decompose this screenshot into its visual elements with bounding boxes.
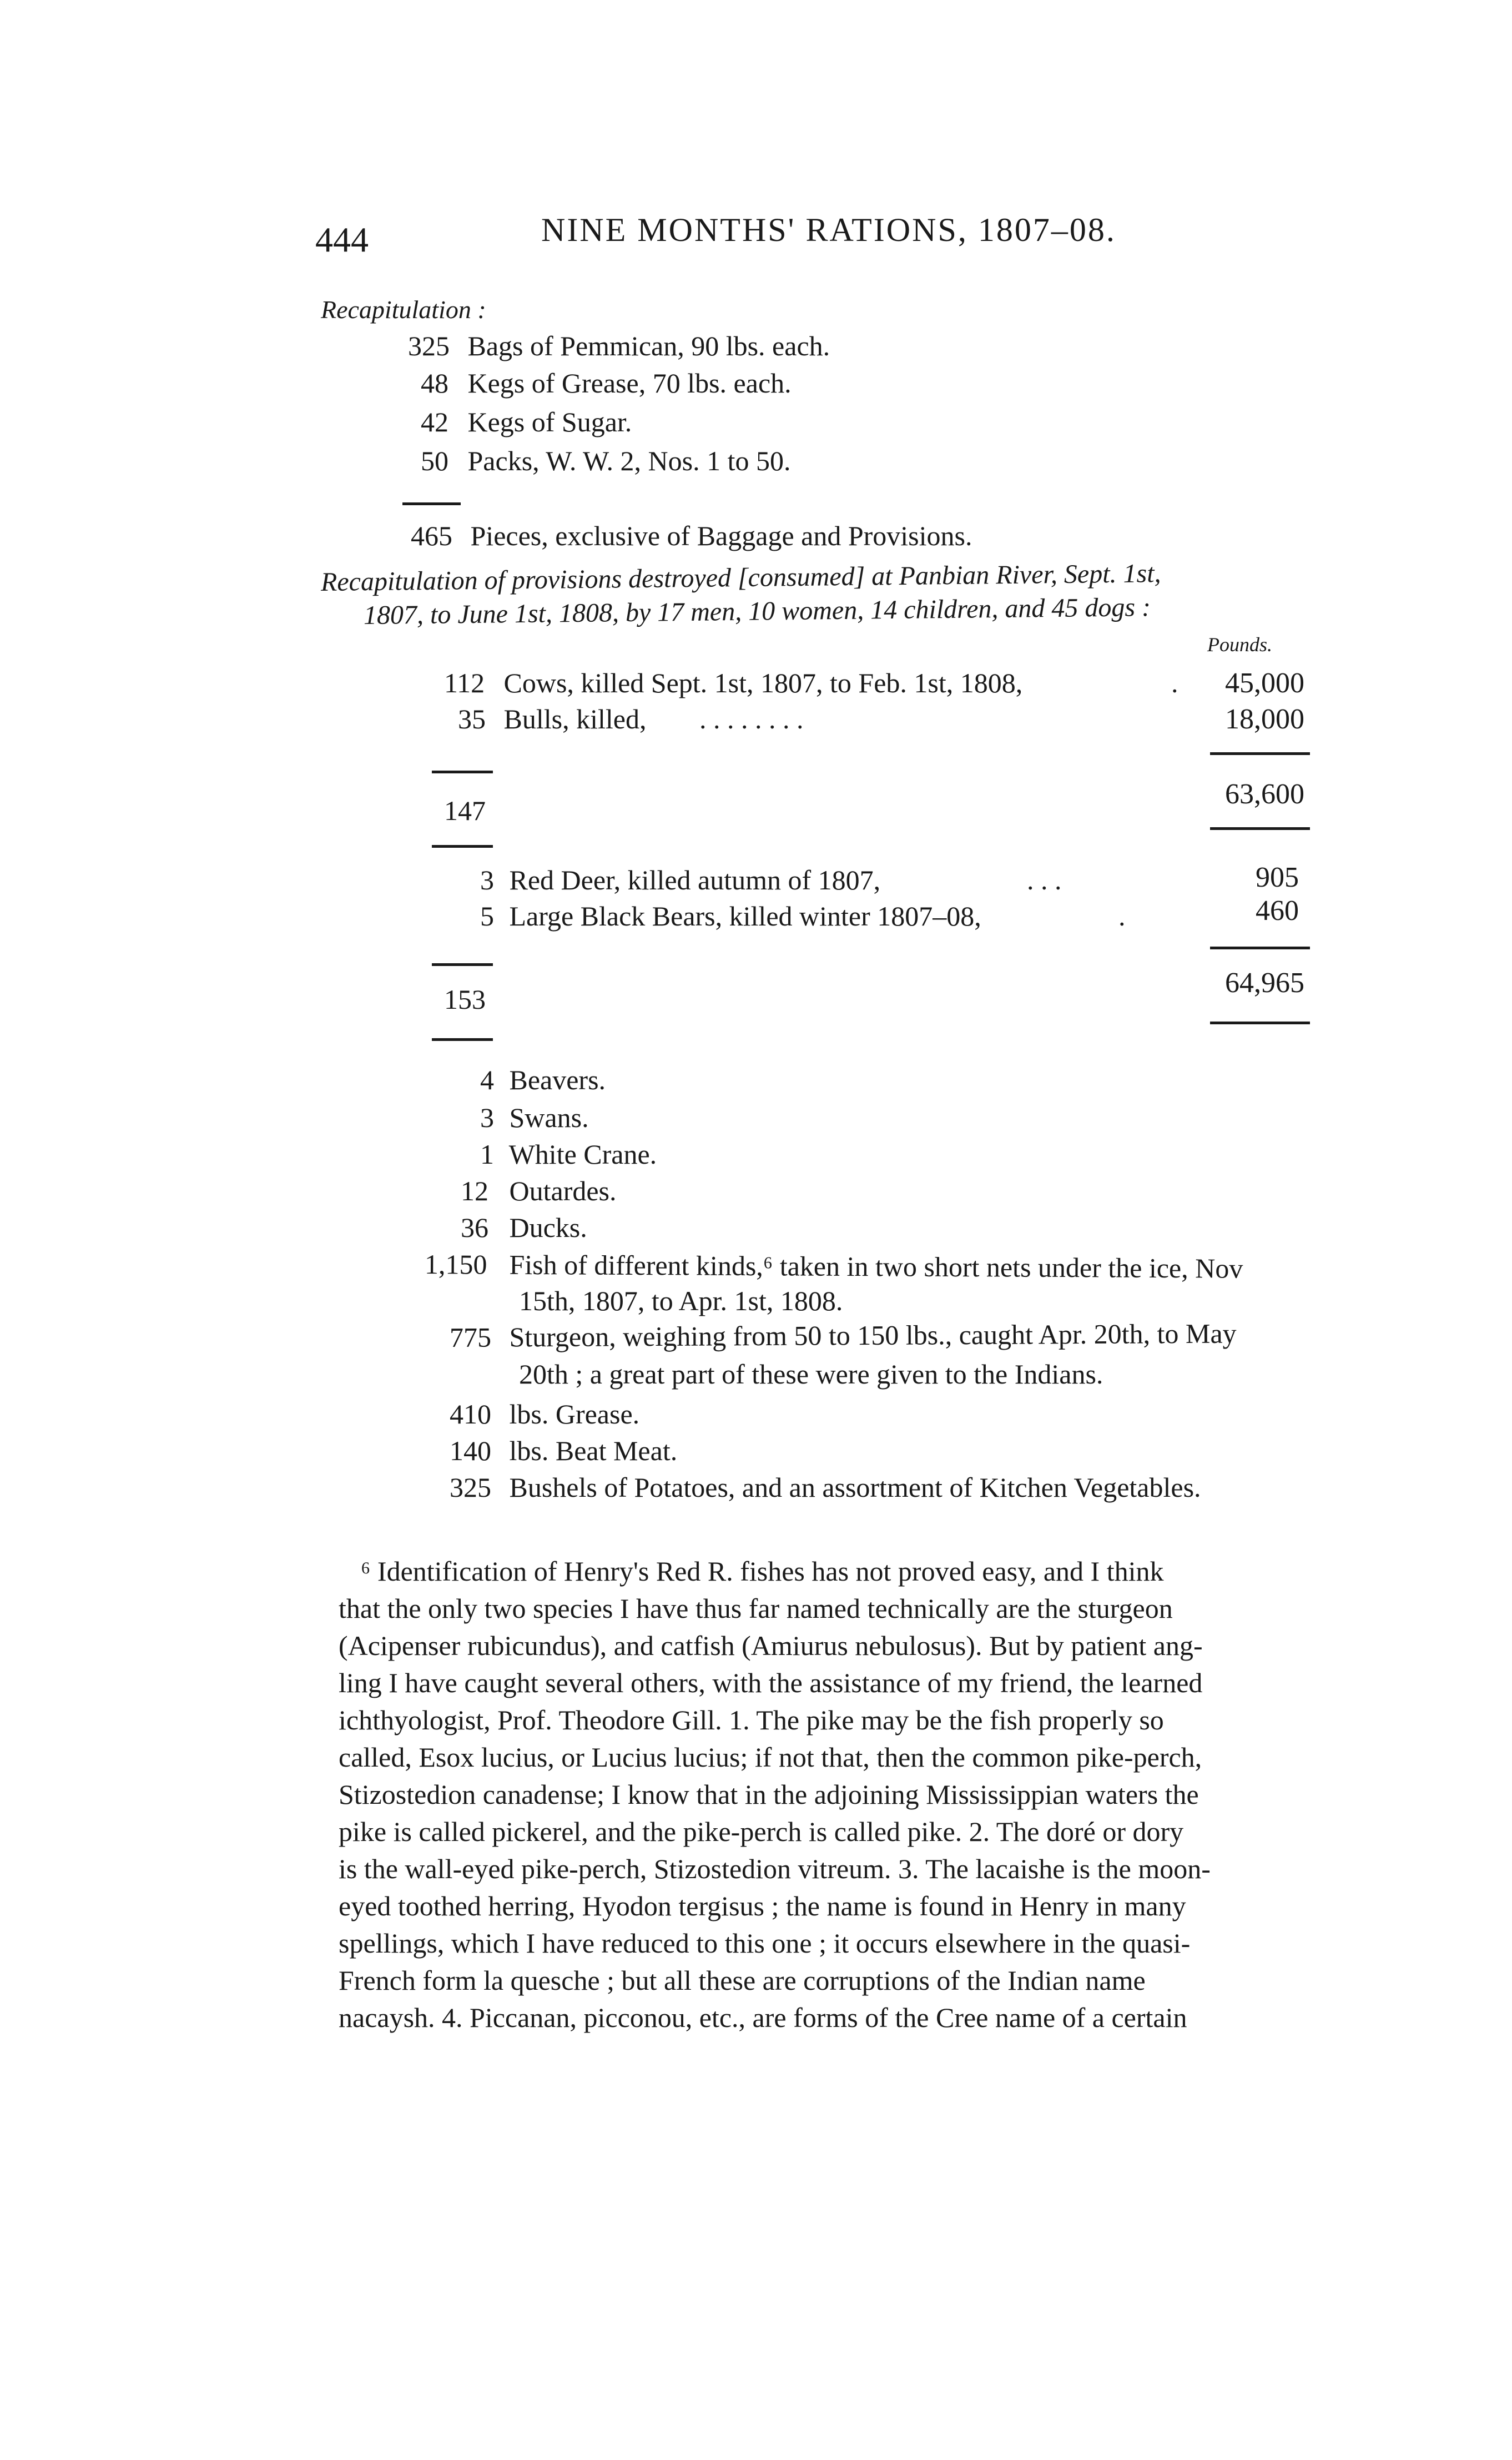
row-qty: 3 <box>480 864 494 896</box>
footnote-line: that the only two species I have thus far named technically are the sturgeon <box>339 1593 1173 1624</box>
qty-rule <box>432 963 493 966</box>
footnote-line: eyed toothed herring, Hyodon tergisus ; the name is found in Henry in many <box>339 1890 1186 1921</box>
qty-rule <box>432 771 493 773</box>
item-text: Bags of Pemmican, 90 lbs. each. <box>467 330 830 361</box>
qty-rule <box>432 845 493 848</box>
row-leader-dots: . . . . . . . . <box>699 703 804 735</box>
list-item <box>480 1140 657 1168</box>
footnote-line: French form la quesche ; but all these are corruptions of the Indian name <box>339 1965 1146 1996</box>
list-item <box>421 369 792 397</box>
item-text: Beavers. <box>509 1064 606 1095</box>
item-qty: 1,150 <box>424 1249 487 1280</box>
row-value: 18,000 <box>1225 703 1304 735</box>
item-qty: 775 <box>449 1321 492 1353</box>
item-text: Outardes. <box>509 1175 617 1206</box>
item-text: Packs, W. W. 2, Nos. 1 to 50. <box>467 445 791 476</box>
row-qty: 112 <box>444 667 485 698</box>
recap-total <box>411 522 972 550</box>
footnote-line: is the wall-eyed pike-perch, Stizostedion vitreum. 3. The lacaishe is the moon- <box>339 1853 1211 1884</box>
table-row <box>444 669 1022 697</box>
list-item <box>408 332 830 360</box>
row-leader-dots: . . . <box>1027 864 1062 896</box>
list-item <box>480 1104 589 1131</box>
item-text: Fish of different kinds,⁶ taken in two short nets under the ice, Nov <box>509 1249 1243 1284</box>
row-qty: 35 <box>458 703 486 735</box>
row-qty: 5 <box>480 901 494 932</box>
item-text: Swans. <box>509 1102 589 1133</box>
footnote-line: spellings, which I have reduced to this one ; it occurs elsewhere in the quasi- <box>339 1928 1191 1959</box>
total-qty: 465 <box>411 520 452 551</box>
item-qty: 50 <box>421 445 448 476</box>
total-text: Pieces, exclusive of Baggage and Provisions. <box>470 520 972 551</box>
running-title: NINE MONTHS' RATIONS, 1807–08. <box>541 212 1116 248</box>
list-item <box>421 408 632 436</box>
item-text: Kegs of Grease, 70 lbs. each. <box>467 368 792 399</box>
item-text: White Crane. <box>508 1139 657 1170</box>
total-rule <box>402 502 461 505</box>
item-text: Ducks. <box>509 1212 587 1243</box>
footnote-line: ⁶ Identification of Henry's Red R. fishes has not proved easy, and I think <box>361 1556 1164 1587</box>
pounds-label: Pounds. <box>1207 633 1272 656</box>
value-rule <box>1210 752 1310 755</box>
qty-rule <box>432 1038 493 1041</box>
footnote-line: ling I have caught several others, with the assistance of my friend, the learned <box>339 1667 1203 1698</box>
list-item <box>461 1214 587 1241</box>
list-item <box>480 1066 606 1094</box>
item-qty: 36 <box>461 1212 488 1243</box>
item-qty: 3 <box>480 1102 494 1133</box>
item-text: lbs. Grease. <box>509 1398 640 1430</box>
list-item <box>450 1437 677 1465</box>
subtotal-value: 64,965 <box>1225 967 1304 999</box>
item-text: Kegs of Sugar. <box>467 406 632 437</box>
item-qty: 42 <box>421 406 448 437</box>
value-rule <box>1210 947 1310 949</box>
row-leader-dots: . <box>1118 901 1126 932</box>
list-item <box>421 447 791 475</box>
sturgeon-line2: 20th ; a great part of these were given to the Indians. <box>519 1359 1103 1390</box>
footnote-line: nacaysh. 4. Piccanan, picconou, etc., are forms of the Cree name of a certain <box>339 2002 1187 2033</box>
footnote-line: (Acipenser rubicundus), and catfish (Amiurus nebulosus). But by patient ang- <box>339 1630 1203 1661</box>
row-leader-dots: . <box>1171 667 1178 698</box>
footnote-line: pike is called pickerel, and the pike-perch is called pike. 2. The doré or dory <box>339 1816 1184 1847</box>
page-number: 444 <box>315 220 369 259</box>
table-row <box>480 866 880 894</box>
footnote-line: ichthyologist, Prof. Theodore Gill. 1. The pike may be the fish properly so <box>339 1704 1164 1735</box>
footnote-line: called, Esox lucius, or Lucius lucius; if not that, then the common pike-perch, <box>339 1742 1202 1773</box>
item-text: Sturgeon, weighing from 50 to 150 lbs., caught Apr. 20th, to May <box>509 1317 1237 1353</box>
row-text: Red Deer, killed autumn of 1807, <box>509 864 881 896</box>
list-item <box>450 1473 1201 1501</box>
item-qty: 410 <box>450 1398 491 1430</box>
item-qty: 325 <box>408 330 450 361</box>
row-text: Cows, killed Sept. 1st, 1807, to Feb. 1st, 1808, <box>503 667 1023 698</box>
value-rule <box>1210 827 1310 830</box>
sturgeon-line1 <box>449 1317 1237 1353</box>
row-text: Bulls, killed, <box>503 703 647 735</box>
item-qty: 48 <box>421 368 448 399</box>
row-value: 460 <box>1256 895 1299 927</box>
provisions-heading-line1: Recapitulation of provisions destroyed [consumed] at Panbian River, Sept. 1st, <box>320 559 1161 597</box>
fish-line1 <box>425 1250 1243 1282</box>
list-item <box>450 1400 639 1428</box>
item-qty: 140 <box>450 1435 491 1466</box>
item-qty: 325 <box>450 1472 491 1503</box>
row-value: 45,000 <box>1225 667 1304 699</box>
footnote-line: Stizostedion canadense; I know that in the adjoining Mississippian waters the <box>339 1779 1199 1810</box>
provisions-heading-line2: 1807, to June 1st, 1808, by 17 men, 10 women, 14 children, and 45 dogs : <box>363 592 1151 630</box>
subtotal-qty: 153 <box>444 984 486 1015</box>
value-rule <box>1210 1022 1310 1024</box>
item-text: lbs. Beat Meat. <box>509 1435 678 1466</box>
recap-heading: Recapitulation : <box>321 295 486 324</box>
item-qty: 12 <box>461 1175 488 1206</box>
item-qty: 1 <box>480 1139 494 1170</box>
table-row <box>458 705 646 733</box>
row-text: Large Black Bears, killed winter 1807–08, <box>509 901 981 932</box>
row-value: 905 <box>1256 862 1299 893</box>
item-text: Bushels of Potatoes, and an assortment of Kitchen Vegetables. <box>509 1472 1201 1503</box>
table-row <box>480 902 981 930</box>
subtotal-value: 63,600 <box>1225 778 1304 810</box>
fish-line2: 15th, 1807, to Apr. 1st, 1808. <box>519 1285 843 1316</box>
item-qty: 4 <box>480 1064 494 1095</box>
list-item <box>461 1177 617 1205</box>
subtotal-qty: 147 <box>444 795 486 826</box>
